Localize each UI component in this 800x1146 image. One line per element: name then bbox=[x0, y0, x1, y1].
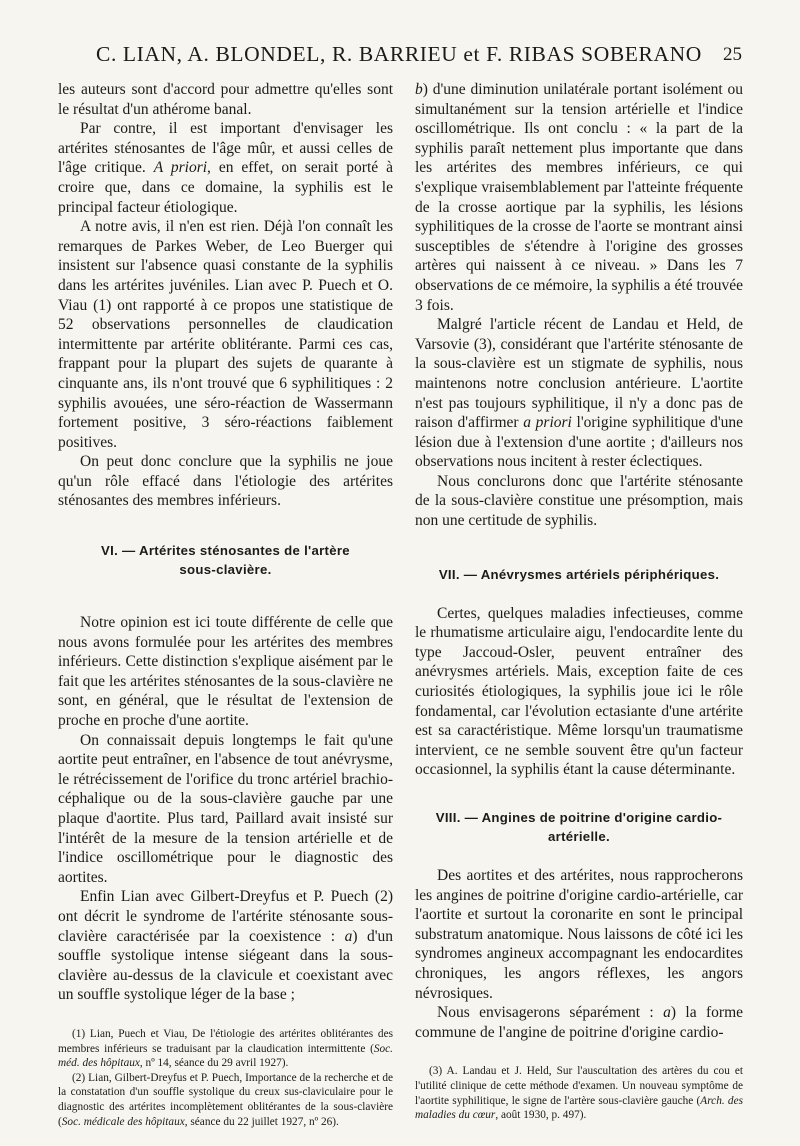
paragraph: Nous conclurons donc que l'artérite sténosante de la sous-clavière constitue une présomption, mais non une certitude de syphilis. bbox=[415, 472, 743, 530]
paragraph: A notre avis, il n'en est rien. Déjà l'on connaît les remarques de Parkes Weber, de Leo Buerger qui insistent sur l'absence quasi constante de la syphilis dans les artérites juvéniles. Lian avec P. Puech et O. Viau (1) ont rapporté à ce propos une statistique de 52 observations personnelles de claudication intermittente par artérite oblitérante. Parmi ces cas, frappant pour la plupart des sujets de quarante à cinquante ans, ils n'ont trouvé que 6 syphilitiques : 2 syphilis avouées, une séro-réaction de Wassermann fortement positive, 3 séro-réactions faiblement positives. bbox=[58, 218, 393, 451]
right-column bbox=[415, 80, 743, 1123]
paragraph: On peut donc conclure que la syphilis ne joue qu'un rôle effacé dans l'étiologie des artérites sténosantes des membres inférieurs. bbox=[58, 453, 393, 510]
paragraph: Malgré l'article récent de Landau et Held, de Varsovie (3), considérant que l'artérite sténosante de la sous-clavière est un stigmate de syphilis, nous maintenons notre conclusion antérieure. L'aortite n'est pas toujours syphilitique, il n'y a donc pas de raison d'affirmer a priori l'origine syphilitique d'une lésion due à l'extension d'une aortite ; d'ailleurs nos observations nous incitent à rester éclectiques. bbox=[415, 316, 743, 471]
page-number: 25 bbox=[723, 44, 742, 65]
footnote-3: (3) A. Landau et J. Held, Sur l'auscultation des artères du cou et l'utilité clinique de cette méthode d'examen. Un nouveau symptôme de l'aortite syphilitique, le signe de l'artère sous-clavière gauche (Arch. des maladies du cœur, août 1930, p. 497). bbox=[415, 1065, 743, 1122]
footnote-2: (2) Lian, Gilbert-Dreyfus et P. Puech, Importance de la recherche et de la constatation d'un souffle systolique du creux sus-claviculaire pour le diagnostic des artérites incomplètement oblitérantes de la sous-clavière (Soc. médicale des hôpitaux, séance du 22 juillet 1927, nº 26). bbox=[58, 1071, 393, 1128]
left-column bbox=[58, 80, 393, 1129]
header-authors: C. LIAN, A. BLONDEL, R. BARRIEU et F. RIBAS SOBERANO bbox=[96, 42, 702, 66]
paragraph: Enfin Lian avec Gilbert-Dreyfus et P. Puech (2) ont décrit le syndrome de l'artérite sténosante sous-clavière caractérisée par la coexistence : a) d'un souffle systolique intense siégeant dans la sous-clavière au-dessus de la clavicule et coexistant avec un souffle systolique léger de la base ; bbox=[58, 888, 393, 1004]
paragraph: les auteurs sont d'accord pour admettre qu'elles sont le résultat d'un athérome banal. bbox=[58, 81, 393, 118]
paragraph: b) d'une diminution unilatérale portant isolément ou simultanément sur la tension artérielle et l'indice oscillométrique. Ils ont conclu : « la part de la syphilis paraît nettement plus importante que dans les artérites des membres inférieurs, ce qui s'explique vraisemblablement par l'atteinte fréquente de la crosse aortique par la syphilis, les lésions syphilitiques de la crosse de l'aorte se montrant ainsi susceptibles de s'étendre à l'origine des grosses artères qui naissent à ce niveau. » Dans les 7 observations de ce mémoire, la syphilis a été trouvée 3 fois. bbox=[415, 81, 743, 314]
section-heading-vi: VI. — Artérites sténosantes de l'artère sous-clavière. bbox=[101, 543, 350, 578]
paragraph: Par contre, il est important d'envisager les artérites sténosantes de l'âge mûr, et aussi celles de l'âge critique. A priori, en effet, on serait porté à croire que, dans ce domaine, la syphilis est le principal facteur étiologique. bbox=[58, 120, 393, 216]
section-heading-viii: VIII. — Angines de poitrine d'origine cardio- artérielle. bbox=[435, 810, 723, 844]
paragraph: Notre opinion est ici toute différente de celle que nous avons formulée pour les artérites des membres inférieurs. Cette distinction s'explique aisément par le fait que les artérites sténosantes de la sous-clavière ne sont, en général, que le résultat de l'extension de proche en proche d'une aortite. bbox=[58, 614, 393, 730]
paragraph: Nous envisagerons séparément : a) la forme commune de l'angine de poitrine d'origine cardio- bbox=[415, 1004, 744, 1041]
section-heading-vii: VII. — Anévrysmes artériels périphériques. bbox=[438, 566, 720, 582]
running-header bbox=[0, 42, 800, 78]
paragraph: Certes, quelques maladies infectieuses, comme le rhumatisme articulaire aigu, l'endocardite lente du type Jaccoud-Osler, peuvent entraîner des anévrysmes artériels. Mais, exception faite de ces curiosités étiologiques, la syphilis joue ici le rôle fondamental, car l'évolution ectasiante d'une artérite est sa caractéristique. Même lorsqu'un traumatisme intervient, ce ne semble souvent être qu'un facteur occasionnel, la syphilis étant la cause déterminante. bbox=[415, 604, 743, 779]
footnotes bbox=[58, 1027, 393, 1129]
paragraph: On connaissait depuis longtemps le fait qu'une aortite peut entraîner, en l'absence de tout anévrysme, le rétrécissement de l'orifice du tronc artériel brachio-céphalique ou de la sous-clavière gauche par une plaque d'aortite. Plus tard, Paillard avait insisté sur l'intérêt de la mesure de la tension artérielle et de l'indice oscillométrique pour le diagnostic des aortites. bbox=[58, 731, 393, 886]
paragraph: Des aortites et des artérites, nous rapprocherons les angines de poitrine d'origine cardio-artérielle, car l'aortite et surtout la coronarite en sont le principal substratum anatomique. Nous laissons de côté ici les syndromes angineux accompagnant les endocardites chroniques, les angors réflexes, les angors névrosiques. bbox=[415, 867, 743, 1002]
footnotes bbox=[415, 1064, 743, 1122]
footnote-1: (1) Lian, Puech et Viau, De l'étiologie des artérites oblitérantes des membres inférieurs se traduisant par la claudication intermittente (Soc. méd. des hôpitaux, nº 14, séance du 29 avril 1927). bbox=[58, 1027, 393, 1070]
